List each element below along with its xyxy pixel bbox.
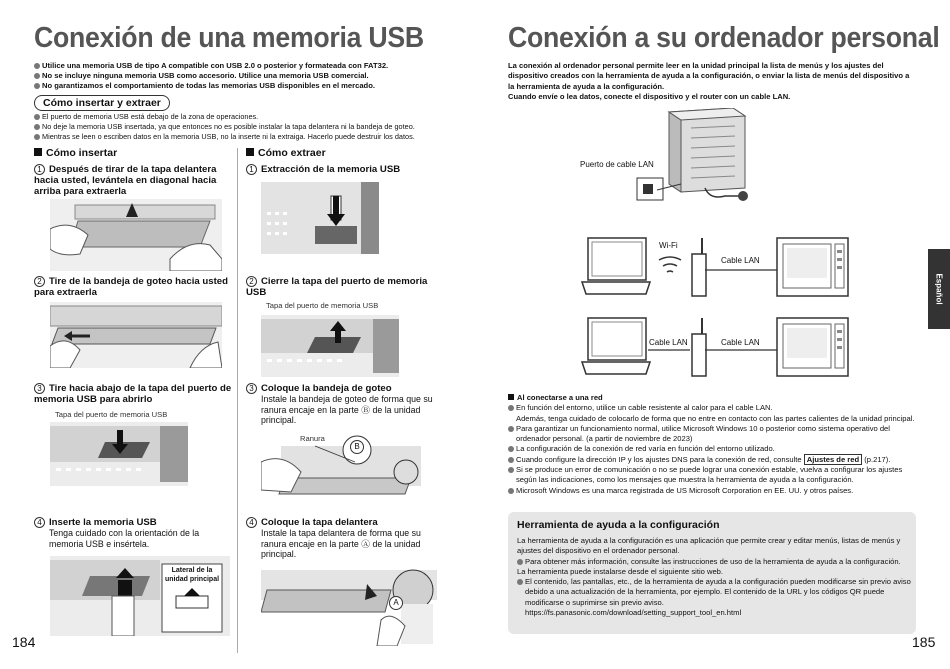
laptop-icon	[580, 316, 652, 378]
howto-bullet: El puerto de memoria USB está debajo de la zona de operaciones.	[34, 112, 464, 122]
illustration-open-port-cover	[50, 422, 188, 486]
link-network-settings[interactable]: Ajustes de red	[804, 454, 862, 465]
square-icon	[508, 394, 514, 400]
config-tool-url[interactable]: https://fs.panasonic.com/download/setting_support_tool_en.html	[525, 608, 742, 618]
usb-bullet: No se incluye ninguna memoria USB como accesorio. Utilice una memoria USB comercial.	[34, 71, 464, 81]
cable-line	[705, 348, 777, 352]
illustration-remove-usb	[261, 182, 379, 254]
config-tool-body: La herramienta de ayuda a la configuración es una aplicación que permite crear y editar menús, listas de menús y ajustes del dispositivo en el ordenador personal. Para obtener más información, consulte las instrucciones de uso de la herramienta de ayuda a la configuración. La herramienta puede instalarse desde el siguiente sitio web. El contenido, las pantallas, etc., de la herramienta de ayuda a la configuración pueden modificarse sin previo aviso debido a una actualización de la herramienta, por ejemplo. El contenido de la URL y los códigos QR puede modificarse o suprimirse sin previo aviso. https://fs.panasonic.com/download/setting_support_tool_en.html	[517, 536, 911, 618]
howto-bullet: No deje la memoria USB insertada, ya que entonces no es posible instalar la tapa delantera ni la bandeja de goteo.	[34, 122, 464, 132]
square-icon	[34, 148, 42, 156]
square-icon	[246, 148, 254, 156]
notes-heading: Al conectarse a una red	[508, 393, 918, 403]
caption-usb-port-cover: Tapa del puerto de memoria USB	[55, 410, 168, 419]
usb-bullet: No garantizamos el comportamiento de todas las memorias USB disponibles en el mercado.	[34, 81, 464, 91]
network-notes	[508, 393, 918, 496]
router-icon	[688, 316, 710, 378]
note-item: Cuando configure la dirección IP y los ajustes DNS para la conexión de red, consulte Ajustes de red (p.217).	[508, 455, 918, 465]
mark-b: B	[350, 440, 364, 454]
bullet-icon	[34, 73, 40, 79]
illustration-insert-usb	[50, 556, 230, 636]
insert-step-3: 3 Tire hacia abajo de la tapa del puerto de memoria USB para abrirlo	[34, 383, 232, 405]
page-title-usb: Conexión de una memoria USB	[34, 22, 424, 54]
intro-text: La conexión al ordenador personal permite leer en la unidad principal la lista de menús y los ajustes del dispositivo creados con la herramienta de ayuda a la configuración, o enviar la lista de menús del dispositivo a la herramienta de ayuda a la configuración. Cuando envíe o lea datos, conecte el dispositivo y el router con un cable LAN.	[508, 61, 910, 101]
insert-step-2: 2 Tire de la bandeja de goteo hacia usted para extraerla	[34, 276, 228, 298]
illustration-close-port-cover	[261, 315, 399, 377]
column-divider	[237, 148, 238, 653]
illustration-front-cover-removal	[50, 199, 222, 271]
extract-step-4: 4 Coloque la tapa delantera Instale la tapa delantera de forma que su ranura encaje en la parte Ⓐ de la unidad principal.	[246, 517, 446, 560]
label-lan-port: Puerto de cable LAN	[580, 160, 654, 169]
howto-heading: Cómo insertar y extraer	[34, 95, 170, 111]
note-item: Microsoft Windows es una marca registrada de US Microsoft Corporation en EE. UU. y otros países.	[508, 486, 918, 496]
extract-step-2: 2 Cierre la tapa del puerto de memoria USB	[246, 276, 428, 298]
illustration-drip-tray	[50, 302, 222, 368]
insert-step-4: 4 Inserte la memoria USB Tenga cuidado con la orientación de la memoria USB e insértela.	[34, 517, 234, 549]
insert-step-1: 1 Después de tirar de la tapa delantera hacia usted, levántela en diagonal hacia arriba para extraerla	[34, 164, 217, 197]
bullet-icon	[34, 114, 40, 120]
mark-a: A	[389, 596, 403, 610]
oven-unit-icon	[775, 316, 850, 378]
note-item: En función del entorno, utilice un cable resistente al calor para el cable LAN.	[508, 403, 918, 413]
laptop-icon	[580, 236, 652, 298]
config-tool-title: Herramienta de ayuda a la configuración	[517, 519, 720, 531]
page-number-right: 185	[912, 634, 936, 650]
extract-heading: Cómo extraer	[246, 147, 326, 159]
extract-step-3: 3 Coloque la bandeja de goteo Instale la bandeja de goteo de forma que su ranura encaje en la parte Ⓑ de la unidad principal.	[246, 383, 446, 426]
bullet-icon	[34, 124, 40, 130]
page-title-pc: Conexión a su ordenador personal	[508, 22, 940, 54]
label-cable-lan: Cable LAN	[649, 338, 688, 347]
page-number-left: 184	[12, 634, 36, 650]
router-icon	[688, 236, 710, 298]
wifi-icon	[655, 254, 685, 282]
caption-side-main-unit: Lateral de la unidad principal	[164, 567, 220, 583]
config-tool-box	[508, 512, 916, 634]
howto-bullet: Mientras se leen o escriben datos en la memoria USB, no la inserte ni la extraiga. Hacerlo puede destruir los datos.	[34, 132, 464, 142]
note-item: Para garantizar un funcionamiento normal, utilice Microsoft Windows 10 o posterior como sistema operativo del ordenador personal. (a partir de noviembre de 2023)	[508, 424, 918, 445]
note-item: Si se produce un error de comunicación o no se puede lograr una conexión estable, vuelva a configurar los ajustes según las indicaciones, como los mensajes que muestra la herramienta de ayuda a la configuración.	[508, 465, 918, 486]
insert-heading: Cómo insertar	[34, 147, 117, 159]
extract-step-1: 1 Extracción de la memoria USB	[246, 164, 446, 175]
usb-bullet: Utilice una memoria USB de tipo A compatible con USB 2.0 o posterior y formateada con FAT32.	[34, 61, 464, 71]
label-cable-lan: Cable LAN	[721, 338, 760, 347]
note-continuation: Además, tenga cuidado de colocarlo de forma que no entre en contacto con las partes calientes de la unidad principal.	[516, 413, 915, 423]
caption-usb-port-cover: Tapa del puerto de memoria USB	[266, 301, 379, 310]
label-wifi: Wi-Fi	[659, 241, 678, 250]
note-item: La configuración de la conexión de red varía en función del entorno utilizado.	[508, 444, 918, 454]
illustration-install-front-cover	[261, 560, 437, 646]
cable-line	[648, 348, 690, 352]
label-cable-lan: Cable LAN	[721, 256, 760, 265]
illustration-install-drip-tray	[261, 432, 421, 506]
cable-line	[705, 268, 777, 272]
oven-unit-icon	[775, 236, 850, 298]
language-tab: Español	[928, 249, 950, 329]
bullet-icon	[34, 63, 40, 69]
bullet-icon	[34, 134, 40, 140]
bullet-icon	[34, 83, 40, 89]
caption-slot: Ranura	[300, 434, 325, 443]
